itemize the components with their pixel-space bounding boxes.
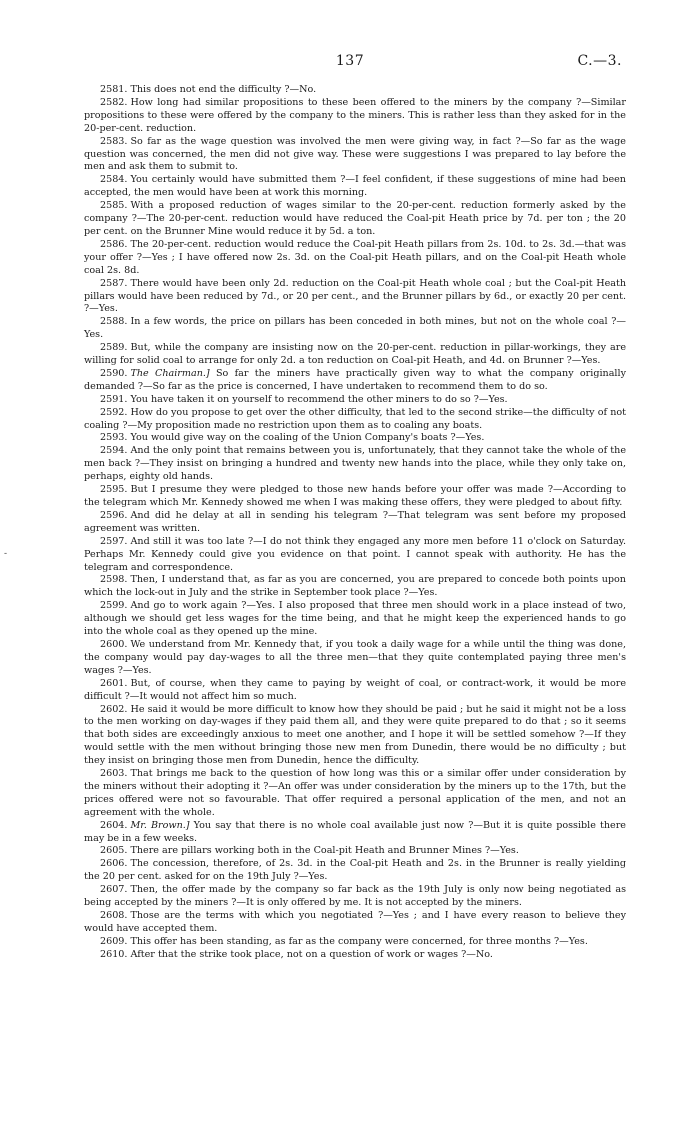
question-number: 2601.: [100, 677, 128, 689]
question-paragraph: [84, 97, 626, 136]
question-answer-text: There would have been only 2d. reduction on the Coal-pit Heath whole coal ; but the Coal-pit Heath pillars would have been reduced by 7d., or 20 per cent., and the Brunner pillars by 6d., or exactly 20 per cent. ?—Yes.: [84, 277, 626, 315]
question-paragraph: [84, 704, 626, 769]
question-answer-text: But I presume they were pledged to those new hands before your offer was made ?—According to the telegram which Mr. Kennedy showed me when I was making these offers, they were pledged to about fifty.: [84, 484, 626, 508]
question-number: 2598.: [100, 574, 128, 586]
question-answer-text: But, of course, when they came to paying by weight of coal, or contract-work, it would be more difficult ?—It would not affect him so much.: [84, 677, 626, 702]
question-answer-text: How do you propose to get over the other difficulty, that led to the second strike—the difficulty of not coaling ?—My proposition made no restriction upon them as to coaling any boats.: [84, 406, 626, 431]
question-paragraph: [84, 342, 626, 368]
question-paragraph: [84, 407, 626, 433]
question-number: 2597.: [100, 535, 128, 547]
question-number: 2594.: [100, 445, 128, 457]
document-reference: C.—3.: [577, 53, 622, 69]
question-answer-text: And did he delay at all in sending his telegram ?—That telegram was sent before my proposed agreement was written.: [84, 509, 626, 534]
question-paragraph: [84, 845, 626, 858]
question-paragraph: [84, 239, 626, 278]
question-answer-text: So far the miners have practically given way to what the company originally demanded ?—So far as the price is concerned, I have undertaken to recommend them to do so.: [84, 367, 626, 392]
question-number: 2596.: [100, 509, 128, 521]
question-answer-text: Those are the terms with which you negotiated ?—Yes ; and I have every reason to believe they would have accepted them.: [84, 910, 626, 934]
question-number: 2605.: [100, 845, 128, 857]
question-paragraph: [84, 639, 626, 678]
question-paragraph: [84, 678, 626, 704]
question-answer-text: That brings me back to the question of how long was this or a similar offer under consideration by the miners without their adopting it ?—An offer was under consideration by the miners up to the 17th, but the prices offered were not so favourable. That offer required a personal application of the men, and not an agreement with the whole.: [84, 768, 626, 818]
question-number: 2592.: [100, 406, 128, 418]
question-number: 2603.: [100, 768, 128, 780]
question-number: 2609.: [100, 935, 128, 947]
question-paragraph: [84, 484, 626, 510]
question-answer-text: In a few words, the price on pillars has been conceded in both mines, but not on the whole coal ?—Yes.: [84, 316, 626, 341]
question-answer-text: We understand from Mr. Kennedy that, if you took a daily wage for a while until the thing was done, the company would pay day-wages to all the three men—that they quite contemplated paying three men's wages ?—Yes.: [84, 638, 626, 676]
question-answer-text: He said it would be more difficult to know how they should be paid ; but he said it might not be a loss to the men working on day-wages if they paid them all, and they were quite prepared to do that ; so it seems that both sides are exceedingly anxious to meet one another, and I hope it will be settled somehow ?—If they would settle with the men without bringing those new men from Dunedin, there would be no difficulty ; but they insist on bringing those men from Dunedin, hence the difficulty.: [84, 703, 626, 767]
question-answer-text: After that the strike took place, not on a question of work or wages ?—No.: [130, 948, 493, 960]
question-number: 2582.: [100, 96, 128, 108]
question-paragraph: [84, 858, 626, 884]
question-answer-text: And still it was too late ?—I do not think they engaged any more men before 11 o'clock on Saturday. Perhaps Mr. Kennedy could give you evidence on that point. I cannot speak with authority. He has the telegram and correspondence.: [84, 535, 626, 573]
question-paragraph: [84, 368, 626, 394]
question-number: 2606.: [100, 858, 128, 870]
question-paragraph: [84, 936, 626, 949]
question-paragraph: [84, 820, 626, 846]
question-paragraph: [84, 394, 626, 407]
question-answer-text: Then, I understand that, as far as you are concerned, you are prepared to concede both points upon which the lock-out in July and the strike in September took place ?—Yes.: [84, 574, 626, 599]
question-answer-text: This does not end the difficulty ?—No.: [130, 84, 317, 95]
question-number: 2591.: [100, 393, 128, 405]
speaker-label: Mr. Brown.]: [130, 819, 190, 831]
question-answer-text: And go to work again ?—Yes. I also proposed that three men should work in a place instead of two, although we should get less wages for the time being, and that he might keep the experienced hands to go into the whole coal as they opened up the mine.: [84, 600, 626, 638]
question-number: 2607.: [100, 884, 128, 896]
question-number: 2586.: [100, 238, 128, 250]
speaker-label: The Chairman.]: [130, 367, 210, 379]
question-answer-text: The concession, therefore, of 2s. 3d. in the Coal-pit Heath and 2s. in the Brunner is really yielding the 20 per cent. asked for on the 19th July ?—Yes.: [84, 858, 626, 883]
question-number: 2604.: [100, 819, 128, 831]
question-paragraph: [84, 316, 626, 342]
question-answer-text: There are pillars working both in the Coal-pit Heath and Brunner Mines ?—Yes.: [130, 845, 519, 857]
question-number: 2610.: [100, 948, 128, 960]
question-paragraph: [84, 768, 626, 820]
question-number: 2600.: [100, 638, 128, 650]
question-answer-text: So far as the wage question was involved the men were giving way, in fact ?—So far as the wage question was concerned, the men did not give way. These were suggestions I was prepared to lay before the men and ask them to submit to.: [84, 135, 626, 173]
question-paragraph: [84, 174, 626, 200]
question-number: 2583.: [100, 135, 128, 147]
question-paragraph: [84, 949, 626, 962]
question-paragraph: [84, 536, 626, 575]
evidence-text-body: [84, 84, 626, 962]
question-answer-text: With a proposed reduction of wages similar to the 20-per-cent. reduction formerly asked by the company ?—The 20-per-cent. reduction would have reduced the Coal-pit Heath price by 7d. per ton ; the 20 per cent. on the Brunner Mine would reduce it by 5d. a ton.: [84, 200, 626, 237]
question-answer-text: The 20-per-cent. reduction would reduce the Coal-pit Heath pillars from 2s. 10d. to 2s. 3d.—that was your offer ?—Yes ; I have offered now 2s. 3d. on the Coal-pit Heath pillars, and on the Coal-pit Heath whole coal 2s. 8d.: [84, 238, 626, 276]
question-paragraph: [84, 278, 626, 317]
question-number: 2595.: [100, 484, 128, 496]
question-answer-text: You would give way on the coaling of the Union Company's boats ?—Yes.: [130, 432, 485, 444]
question-answer-text: You say that there is no whole coal available just now ?—But it is quite possible there may be in a few weeks.: [84, 819, 626, 844]
question-number: 2589.: [100, 342, 128, 354]
question-answer-text: How long had similar propositions to these been offered to the miners by the company ?—Similar propositions to these were offered by the company to the miners. This is rather less than they asked for in the 20-per-cent. reduction.: [84, 96, 626, 134]
question-answer-text: You have taken it on yourself to recommend the other miners to do so ?—Yes.: [130, 393, 508, 405]
question-answer-text: And the only point that remains between you is, unfortunately, that they cannot take the whole of the men back ?—They insist on bringing a hundred and twenty new hands into the place, while they only take on, perhaps, eighty old hands.: [84, 445, 626, 483]
question-number: 2581.: [100, 84, 128, 95]
question-paragraph: [84, 445, 626, 484]
question-paragraph: [84, 432, 626, 445]
question-paragraph: [84, 136, 626, 175]
question-number: 2584.: [100, 174, 128, 186]
question-number: 2602.: [100, 703, 128, 715]
question-answer-text: But, while the company are insisting now on the 20-per-cent. reduction in pillar-workings, they are willing for solid coal to arrange for only 2d. a ton reduction on Coal-pit Heath, and 4d. on Brunner ?—Yes.: [84, 342, 626, 367]
question-answer-text: This offer has been standing, as far as the company were concerned, for three months ?—Yes.: [130, 935, 588, 947]
question-number: 2585.: [100, 200, 128, 212]
question-paragraph: [84, 910, 626, 936]
question-number: 2587.: [100, 277, 128, 289]
question-paragraph: [84, 600, 626, 639]
question-paragraph: [84, 884, 626, 910]
question-answer-text: Then, the offer made by the company so far back as the 19th July is only now being negotiated as being accepted by the miners ?—It is only offered by me. It is not accepted by the miners.: [84, 884, 626, 909]
question-paragraph: [84, 200, 626, 239]
question-paragraph: [84, 510, 626, 536]
question-number: 2599.: [100, 600, 128, 612]
margin-mark: -: [4, 549, 8, 559]
question-number: 2588.: [100, 316, 128, 328]
question-number: 2590.: [100, 367, 128, 379]
page-number: 137: [335, 53, 365, 69]
question-answer-text: You certainly would have submitted them ?—I feel confident, if these suggestions of mine had been accepted, the men would have been at work this morning.: [84, 174, 626, 199]
question-number: 2593.: [100, 432, 128, 444]
question-paragraph: [84, 84, 626, 97]
question-paragraph: [84, 574, 626, 600]
question-number: 2608.: [100, 910, 128, 921]
